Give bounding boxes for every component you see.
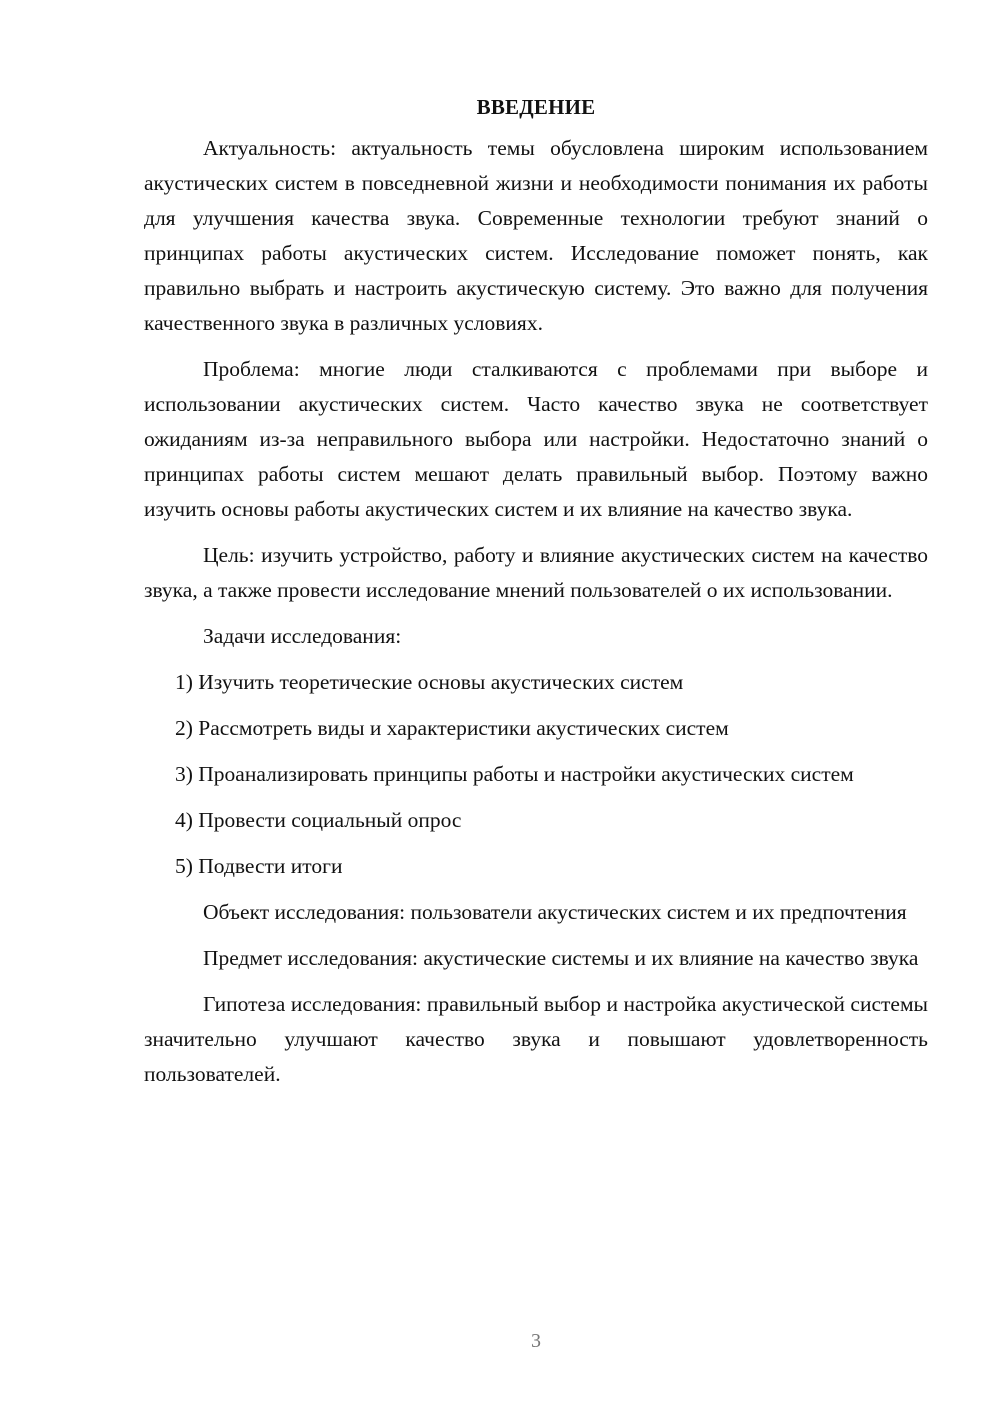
task-item: 3) Проанализировать принципы работы и настройки акустических систем: [175, 762, 854, 786]
page-title: ВВЕДЕНИЕ: [476, 95, 596, 119]
task-item: 2) Рассмотреть виды и характеристики акустических систем: [175, 716, 729, 740]
page-content: [144, 90, 928, 1103]
problem-paragraph: Проблема: многие люди сталкиваются с проблемами при выборе и использовании акустических систем. Часто качество звука не соответствует ожиданиям из-за неправильного выбора или настройки. Недостаточно знаний о принципах работы систем мешают делать правильный выбор. Поэтому важно изучить основы работы акустических систем и их влияние на качество звука.: [144, 357, 928, 521]
tasks-heading: Задачи исследования:: [203, 624, 402, 648]
object-paragraph: Объект исследования: пользователи акустических систем и их предпочтения: [203, 900, 907, 924]
subject-paragraph: Предмет исследования: акустические системы и их влияние на качество звука: [203, 946, 919, 970]
relevance-paragraph: Актуальность: актуальность темы обусловлена широким использованием акустических систем в повседневной жизни и необходимости понимания их работы для улучшения качества звука. Современные технологии требуют знаний о принципах работы акустических систем. Исследование поможет понять, как правильно выбрать и настроить акустическую систему. Это важно для получения качественного звука в различных условиях.: [144, 136, 928, 335]
task-item: 4) Провести социальный опрос: [175, 808, 462, 832]
goal-paragraph: Цель: изучить устройство, работу и влияние акустических систем на качество звука, а также провести исследование мнений пользователей о их использовании.: [144, 543, 928, 602]
hypothesis-paragraph: Гипотеза исследования: правильный выбор и настройка акустической системы значительно улучшают качество звука и повышают удовлетворенность пользователей.: [144, 992, 928, 1086]
page-number: 3: [531, 1330, 541, 1352]
task-item: 1) Изучить теоретические основы акустических систем: [175, 670, 684, 694]
task-item: 5) Подвести итоги: [175, 854, 343, 878]
